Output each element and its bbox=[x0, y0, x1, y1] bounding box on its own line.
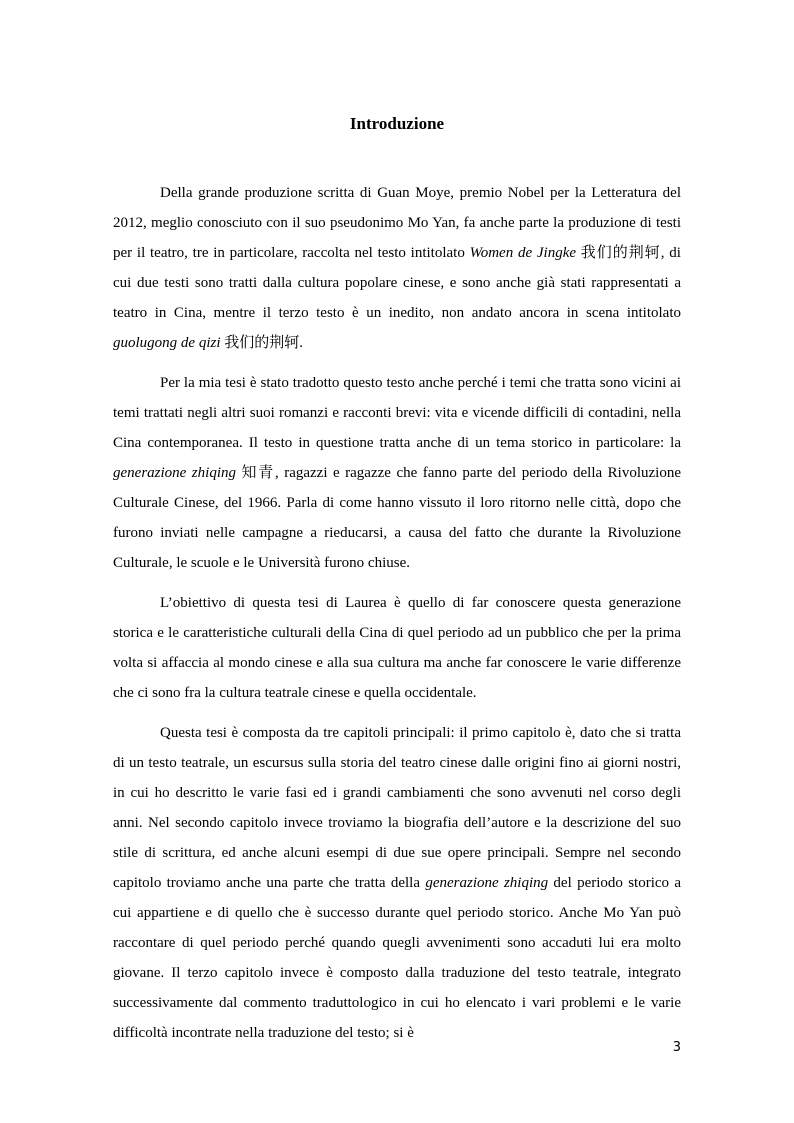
paragraph-3 bbox=[113, 588, 681, 708]
paragraph-4-italic-term: generazione zhiqing bbox=[425, 875, 549, 891]
paragraph-1 bbox=[113, 178, 681, 358]
paragraph-2-text-b: 知青, ragazzi e ragazze che fanno parte del periodo della Rivoluzione Culturale Cinese, del 1966. Parla di come hanno vissuto il loro ritorno nelle città, dopo che furono inviati nelle campagne a rieducarsi, a causa del fatto che durante la Rivoluzione Culturale, le scuole e le Università furono chiuse. bbox=[113, 465, 681, 571]
paragraph-4-text-b: del periodo storico a cui appartiene e di quello che è successo durante quel periodo storico. Anche Mo Yan può raccontare di quel periodo perché quando quegli avvenimenti sono accaduti lui era molto giovane. Il terzo capitolo invece è composto dalla traduzione del testo teatrale, integrato successivamente dal commento traduttologico in cui ho elencato i vari problemi e le varie difficoltà incontrate nella traduzione del testo; si è bbox=[113, 875, 681, 1041]
paragraph-4 bbox=[113, 718, 681, 1048]
paragraph-2 bbox=[113, 368, 681, 578]
paragraph-2-italic-term: generazione zhiqing bbox=[113, 465, 236, 481]
paragraph-4-text-a: Questa tesi è composta da tre capitoli principali: il primo capitolo è, dato che si tratta di un testo teatrale, un escursus sulla storia del teatro cinese dalle origini fino ai giorni nostri, in cui ho descritto le varie fasi ed i grandi cambiamenti che sono avvenuti nel corso degli anni. Nel secondo capitolo invece troviamo la biografia dell’autore e la descrizione del suo stile di scrittura, ed anche alcuni esempi di due sue opere principali. Sempre nel secondo capitolo troviamo anche una parte che tratta della bbox=[113, 725, 681, 891]
body-text bbox=[113, 178, 681, 1058]
paragraph-1-italic-title: Women de Jingke bbox=[469, 245, 577, 261]
paragraph-1-text-a: Della grande produzione scritta di Guan Moye, premio Nobel per la Letteratura del 2012, meglio conosciuto con il suo pseudonimo Mo Yan, fa anche parte la produzione di testi per il teatro, tre in particolare, raccolta nel testo intitolato bbox=[113, 185, 681, 261]
paragraph-1-text-b: 我们的荆轲, di cui due testi sono tratti dalla cultura popolare cinese, e sono anche già stati rappresentati a teatro in Cina, mentre il terzo testo è un inedito, non andato ancora in scena intitolato bbox=[113, 245, 681, 321]
page-title: Introduzione bbox=[349, 114, 445, 133]
paragraph-1-text-c: 我们的荆轲. bbox=[220, 335, 304, 351]
paragraph-1-italic-title-2: guolugong de qizi bbox=[113, 335, 221, 351]
paragraph-2-text-a: Per la mia tesi è stato tradotto questo testo anche perché i temi che tratta sono vicini ai temi trattati negli altri suoi romanzi e racconti brevi: vita e vicende difficili di contadini, nella Cina contemporanea. Il testo in questione tratta anche di un tema storico in particolare: la bbox=[113, 375, 681, 451]
page-number: 3 bbox=[672, 1040, 681, 1055]
paragraph-3-text: L’obiettivo di questa tesi di Laurea è quello di far conoscere questa generazione storica e le caratteristiche culturali della Cina di quel periodo ad un pubblico che per la prima volta si affaccia al mondo cinese e alla sua cultura ma anche far conoscere le varie differenze che ci sono fra la cultura teatrale cinese e quella occidentale. bbox=[113, 595, 681, 701]
